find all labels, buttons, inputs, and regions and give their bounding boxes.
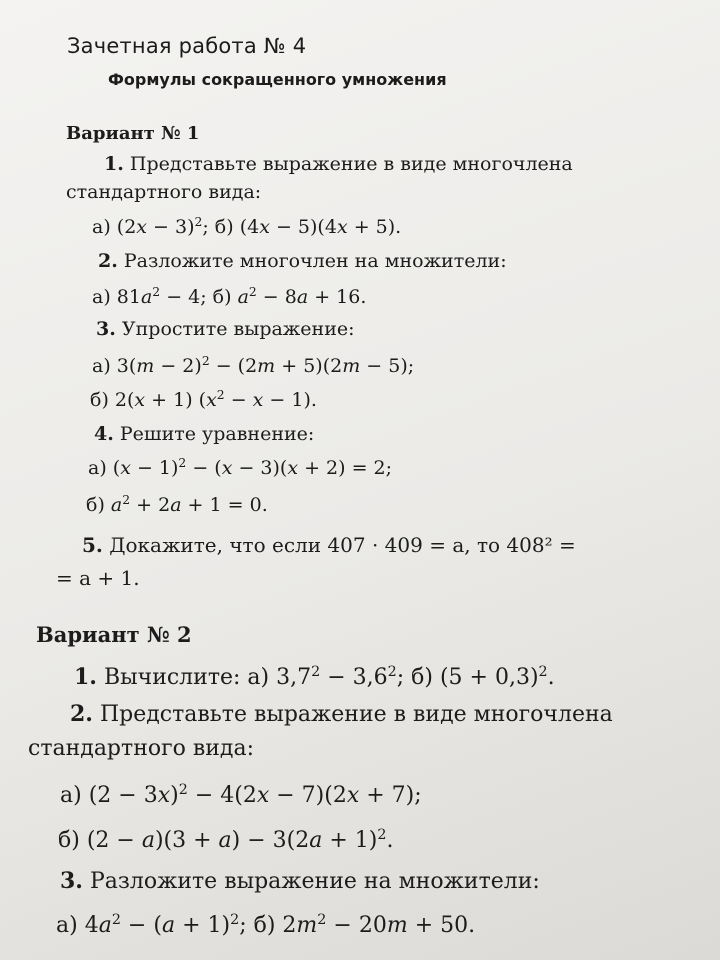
v1-task-3: 3. Упростите выражение: bbox=[96, 318, 355, 340]
v1-task-5-line-1: 5. Докажите, что если 407 · 409 = a, то 408² = bbox=[82, 533, 576, 557]
v2-task-2-formula-a: а) $(2 - 3x)^2 - 4(2x - 7)(2x + 7)$; bbox=[60, 782, 422, 808]
v1-task-1-line-2: стандартного вида: bbox=[66, 181, 262, 203]
v2-task-3: 3. Разложите выражение на множители: bbox=[60, 868, 540, 894]
v1-task-1-line-1: 1. Представьте выражение в виде многочлена bbox=[104, 153, 573, 175]
v1-task-5-line-2: = a + 1. bbox=[56, 566, 140, 590]
v1-task-4-formula-a: а) $(x - 1)^2 - (x - 3)(x + 2) = 2$; bbox=[88, 456, 393, 479]
v2-task-1: 1. Вычислите: а) $3,7^2 - 3,6^2$; б) $(5 + 0,3)^2$. bbox=[74, 664, 555, 690]
v2-task-2-formula-b: б) $(2 - a)(3 + a) - 3(2a + 1)^2$. bbox=[58, 827, 394, 853]
v2-task-3-formulas: а) $4a^2 - (a + 1)^2$; б) $2m^2 - 20m + 50$. bbox=[56, 912, 476, 938]
v1-task-2: 2. Разложите многочлен на множители: bbox=[98, 250, 507, 272]
v2-task-2-line-2: стандартного вида: bbox=[28, 736, 254, 761]
v1-task-4-formula-b: б) $a^2 + 2a + 1 = 0$. bbox=[86, 493, 268, 516]
v1-task-4: 4. Решите уравнение: bbox=[94, 423, 315, 445]
page-title: Зачетная работа № 4 bbox=[67, 34, 307, 58]
v1-task-3-formula-a: а) $3(m - 2)^2 - (2m + 5)(2m - 5)$; bbox=[92, 354, 415, 377]
variant-2-heading: Вариант № 2 bbox=[36, 622, 192, 647]
variant-1-heading: Вариант № 1 bbox=[66, 123, 200, 144]
v1-task-2-formulas: а) $81a^2 - 4$; б) $a^2 - 8a + 16$. bbox=[92, 285, 367, 308]
v2-task-2-line-1: 2. Представьте выражение в виде многочлена bbox=[70, 701, 613, 727]
v1-task-3-formula-b: б) 2(x + 1) $(x^2 - x - 1)$. bbox=[90, 388, 317, 411]
page-subtitle: Формулы сокращенного умножения bbox=[108, 70, 447, 89]
v1-task-1-formulas: а) $(2x - 3)^2$; б) (4x − 5)(4x + 5). bbox=[92, 215, 402, 238]
